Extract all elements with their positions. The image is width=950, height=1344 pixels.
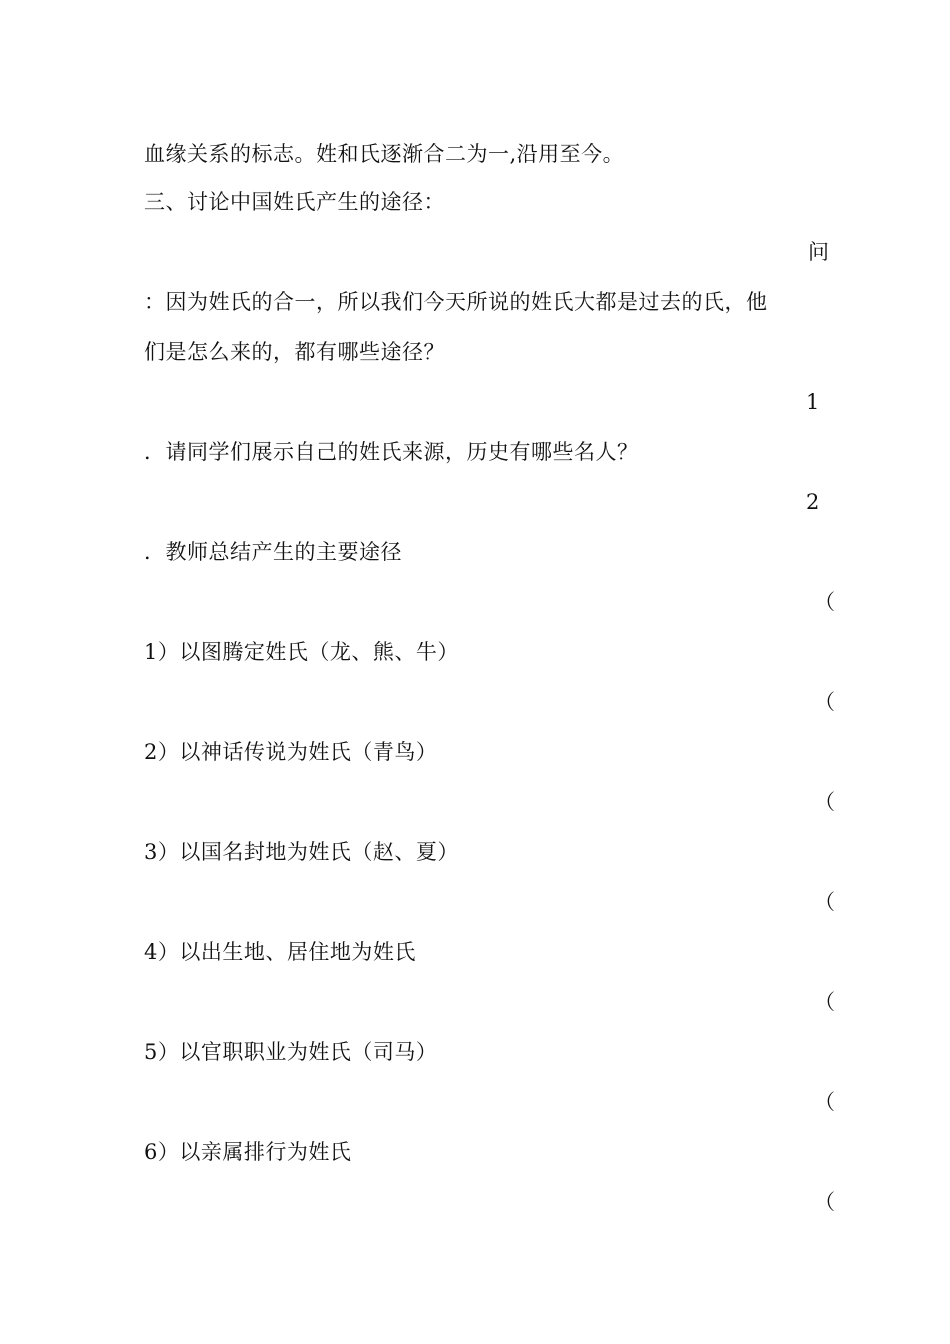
list-item: ．教师总结产生的主要途径 [144,540,402,564]
list-item: 4）以出生地、居住地为姓氏 [144,940,416,964]
line-marker: 2 [806,490,820,514]
line-marker: （ [814,1190,835,1214]
list-item: ．请同学们展示自己的姓氏来源，历史有哪些名人？ [144,440,639,464]
line-marker: （ [814,690,835,714]
paragraph-line: 们是怎么来的，都有哪些途径？ [144,340,445,364]
list-item: 2）以神话传说为姓氏（青鸟） [144,740,438,764]
list-item: 1）以图腾定姓氏（龙、熊、牛） [144,640,459,664]
list-item: 5）以官职职业为姓氏（司马） [144,1040,438,1064]
line-marker: （ [814,590,835,614]
line-marker: （ [814,790,835,814]
line-marker: 1 [806,390,820,414]
line-marker: （ [814,990,835,1014]
paragraph-line: 血缘关系的标志。姓和氏逐渐合二为一,沿用至今。 [144,142,625,166]
section-heading: 三、讨论中国姓氏产生的途径： [144,190,445,214]
list-item: 3）以国名封地为姓氏（赵、夏） [144,840,459,864]
line-marker: 问 [808,240,829,264]
paragraph-line: ：因为姓氏的合一，所以我们今天所说的姓氏大都是过去的氏，他 [144,290,768,314]
line-marker: （ [814,890,835,914]
list-item: 6）以亲属排行为姓氏 [144,1140,352,1164]
line-marker: （ [814,1090,835,1114]
